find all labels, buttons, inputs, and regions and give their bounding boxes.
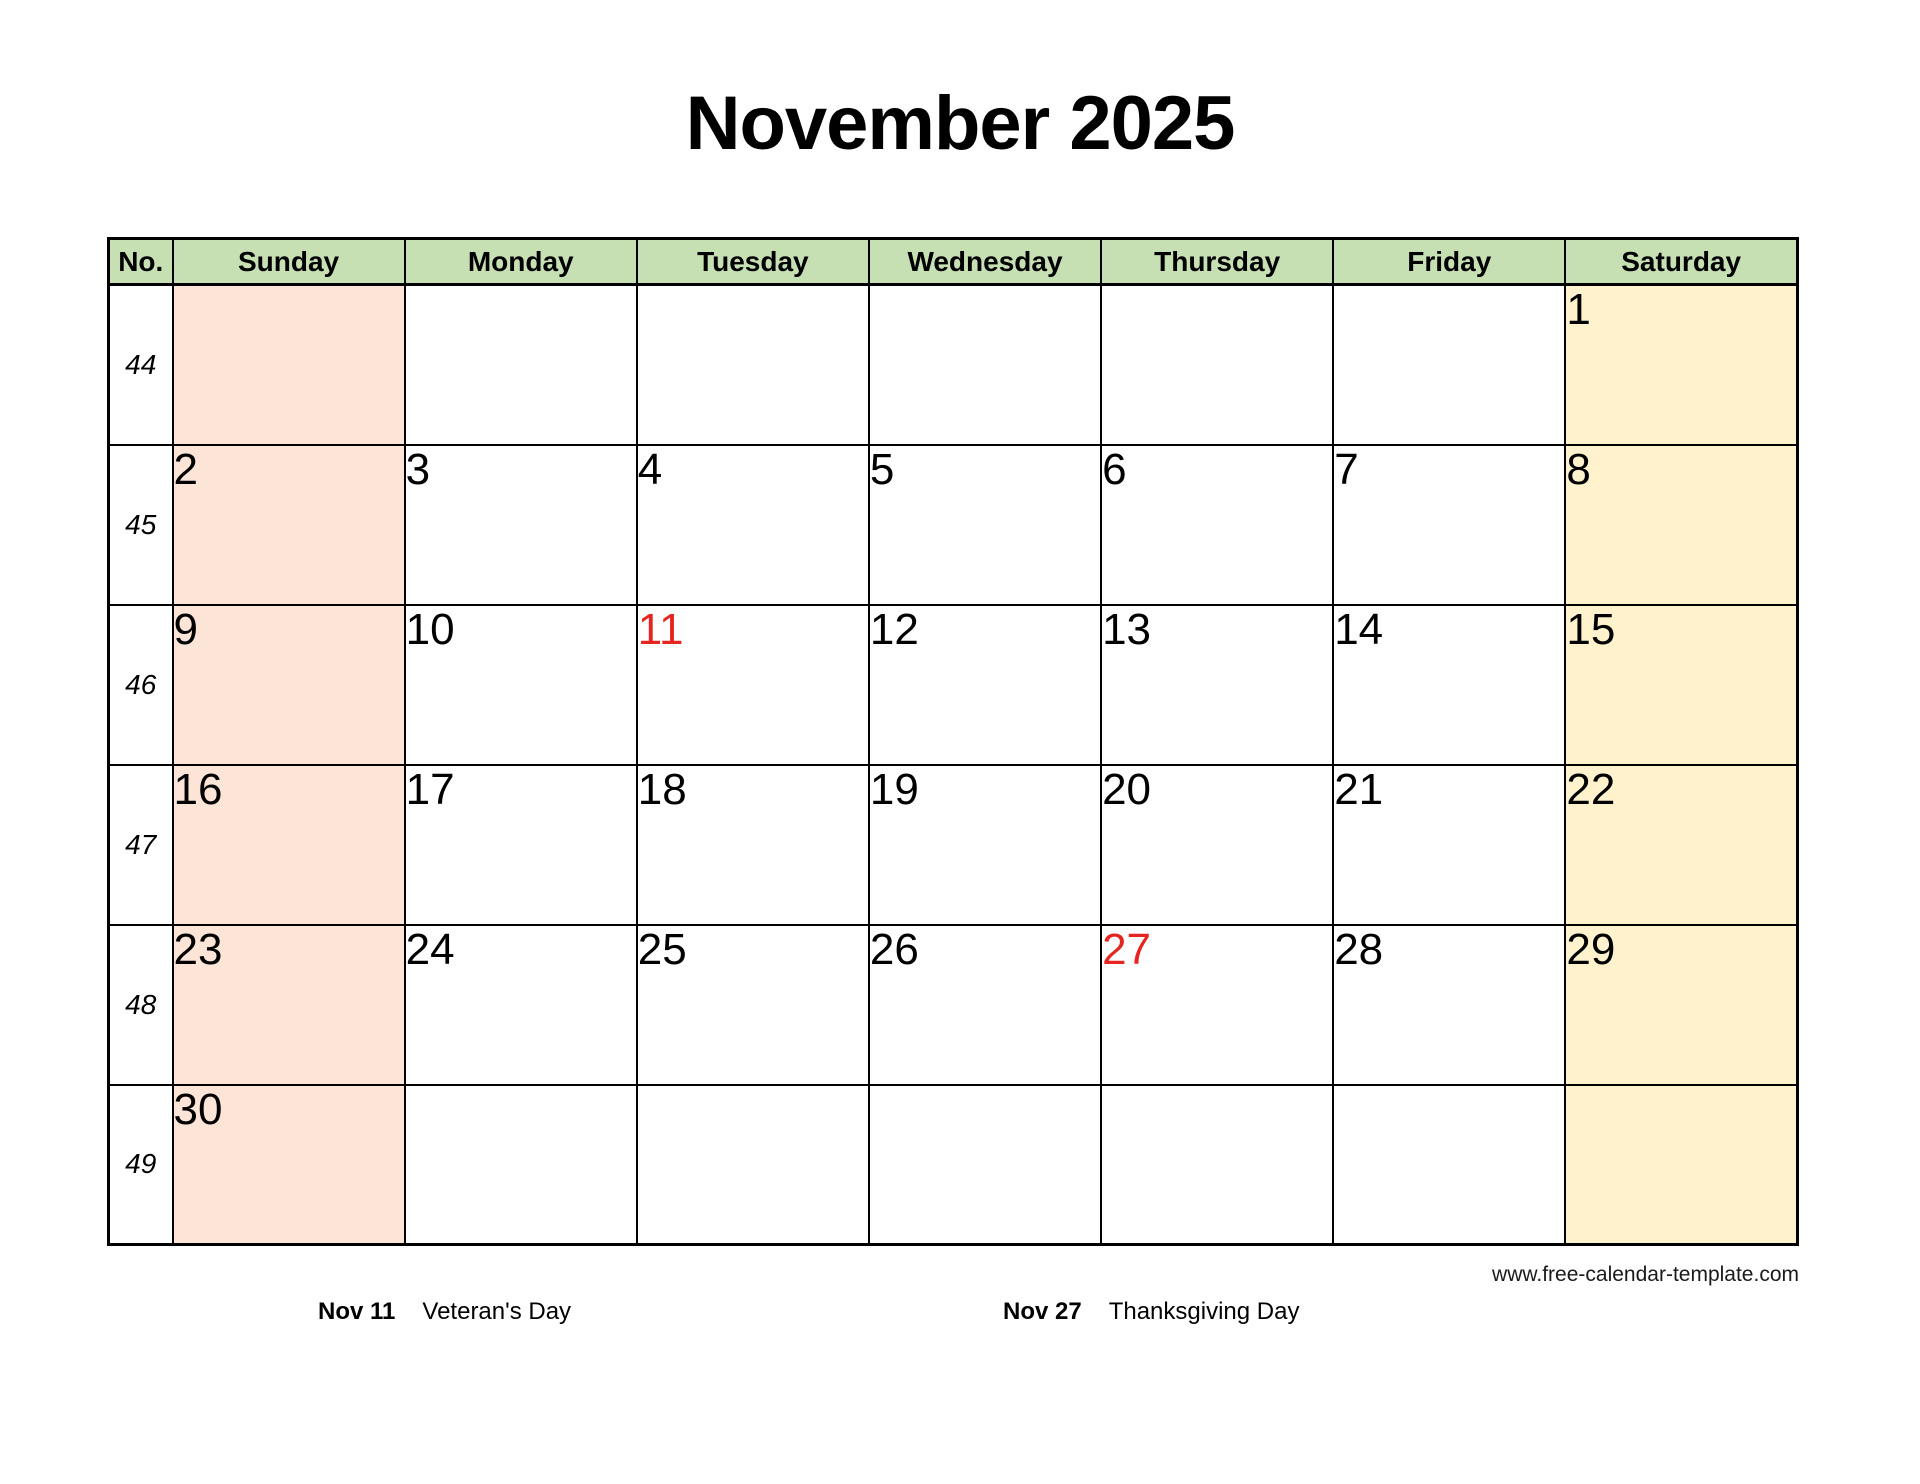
week-row-48 [109,925,1798,1085]
website-credit: www.free-calendar-template.com [1492,1263,1799,1286]
day-cell-14: 14 [1333,605,1565,765]
day-header-friday: Friday [1333,239,1565,285]
week-number-column-header: No. [109,239,173,285]
day-cell-empty [405,285,637,445]
day-cell-12: 12 [869,605,1101,765]
week-number: 49 [109,1085,173,1245]
week-number: 48 [109,925,173,1085]
day-cell-16: 16 [173,765,405,925]
day-cell-29: 29 [1565,925,1797,1085]
day-cell-25: 25 [637,925,869,1085]
day-cell-26: 26 [869,925,1101,1085]
day-cell-23: 23 [173,925,405,1085]
day-cell-empty [869,1085,1101,1245]
day-cell-empty [1565,1085,1797,1245]
day-cell-2: 2 [173,445,405,605]
day-cell-30: 30 [173,1085,405,1245]
day-header-monday: Monday [405,239,637,285]
day-cell-empty [173,285,405,445]
day-cell-5: 5 [869,445,1101,605]
calendar-body [109,285,1798,1245]
day-cell-13: 13 [1101,605,1333,765]
holiday-name: Thanksgiving Day [1108,1298,1300,1325]
week-number: 46 [109,605,173,765]
day-cell-28: 28 [1333,925,1565,1085]
day-cell-18: 18 [637,765,869,925]
holiday-name: Veteran's Day [422,1298,572,1325]
day-cell-6: 6 [1101,445,1333,605]
day-cell-22: 22 [1565,765,1797,925]
day-cell-19: 19 [869,765,1101,925]
week-number: 45 [109,445,173,605]
holiday-date-label: Nov 27 [1003,1298,1082,1325]
day-cell-1: 1 [1565,285,1797,445]
holiday-date-label: Nov 11 [318,1298,396,1325]
day-cell-empty [1333,1085,1565,1245]
day-cell-3: 3 [405,445,637,605]
calendar-header-row [109,239,1798,285]
day-cell-24: 24 [405,925,637,1085]
day-cell-empty [1101,1085,1333,1245]
holiday-note-thanksgiving-day [1003,1298,1299,1326]
day-cell-empty [405,1085,637,1245]
day-header-wednesday: Wednesday [869,239,1101,285]
day-cell-7: 7 [1333,445,1565,605]
day-cell-empty [1333,285,1565,445]
day-cell-21: 21 [1333,765,1565,925]
day-cell-27: 27 [1101,925,1333,1085]
week-row-46 [109,605,1798,765]
day-cell-10: 10 [405,605,637,765]
week-number: 47 [109,765,173,925]
holiday-note-veterans-day [318,1298,571,1326]
day-header-tuesday: Tuesday [637,239,869,285]
week-row-45 [109,445,1798,605]
day-cell-empty [1101,285,1333,445]
week-number: 44 [109,285,173,445]
week-row-47 [109,765,1798,925]
week-row-49 [109,1085,1798,1245]
day-header-thursday: Thursday [1101,239,1333,285]
week-row-44 [109,285,1798,445]
calendar-table [107,237,1799,1246]
day-header-saturday: Saturday [1565,239,1797,285]
day-cell-4: 4 [637,445,869,605]
day-header-sunday: Sunday [173,239,405,285]
day-cell-20: 20 [1101,765,1333,925]
day-cell-17: 17 [405,765,637,925]
day-cell-11: 11 [637,605,869,765]
day-cell-8: 8 [1565,445,1797,605]
day-cell-empty [637,1085,869,1245]
page-title: November 2025 [685,81,1235,166]
day-cell-9: 9 [173,605,405,765]
day-cell-empty [637,285,869,445]
day-cell-15: 15 [1565,605,1797,765]
day-cell-empty [869,285,1101,445]
